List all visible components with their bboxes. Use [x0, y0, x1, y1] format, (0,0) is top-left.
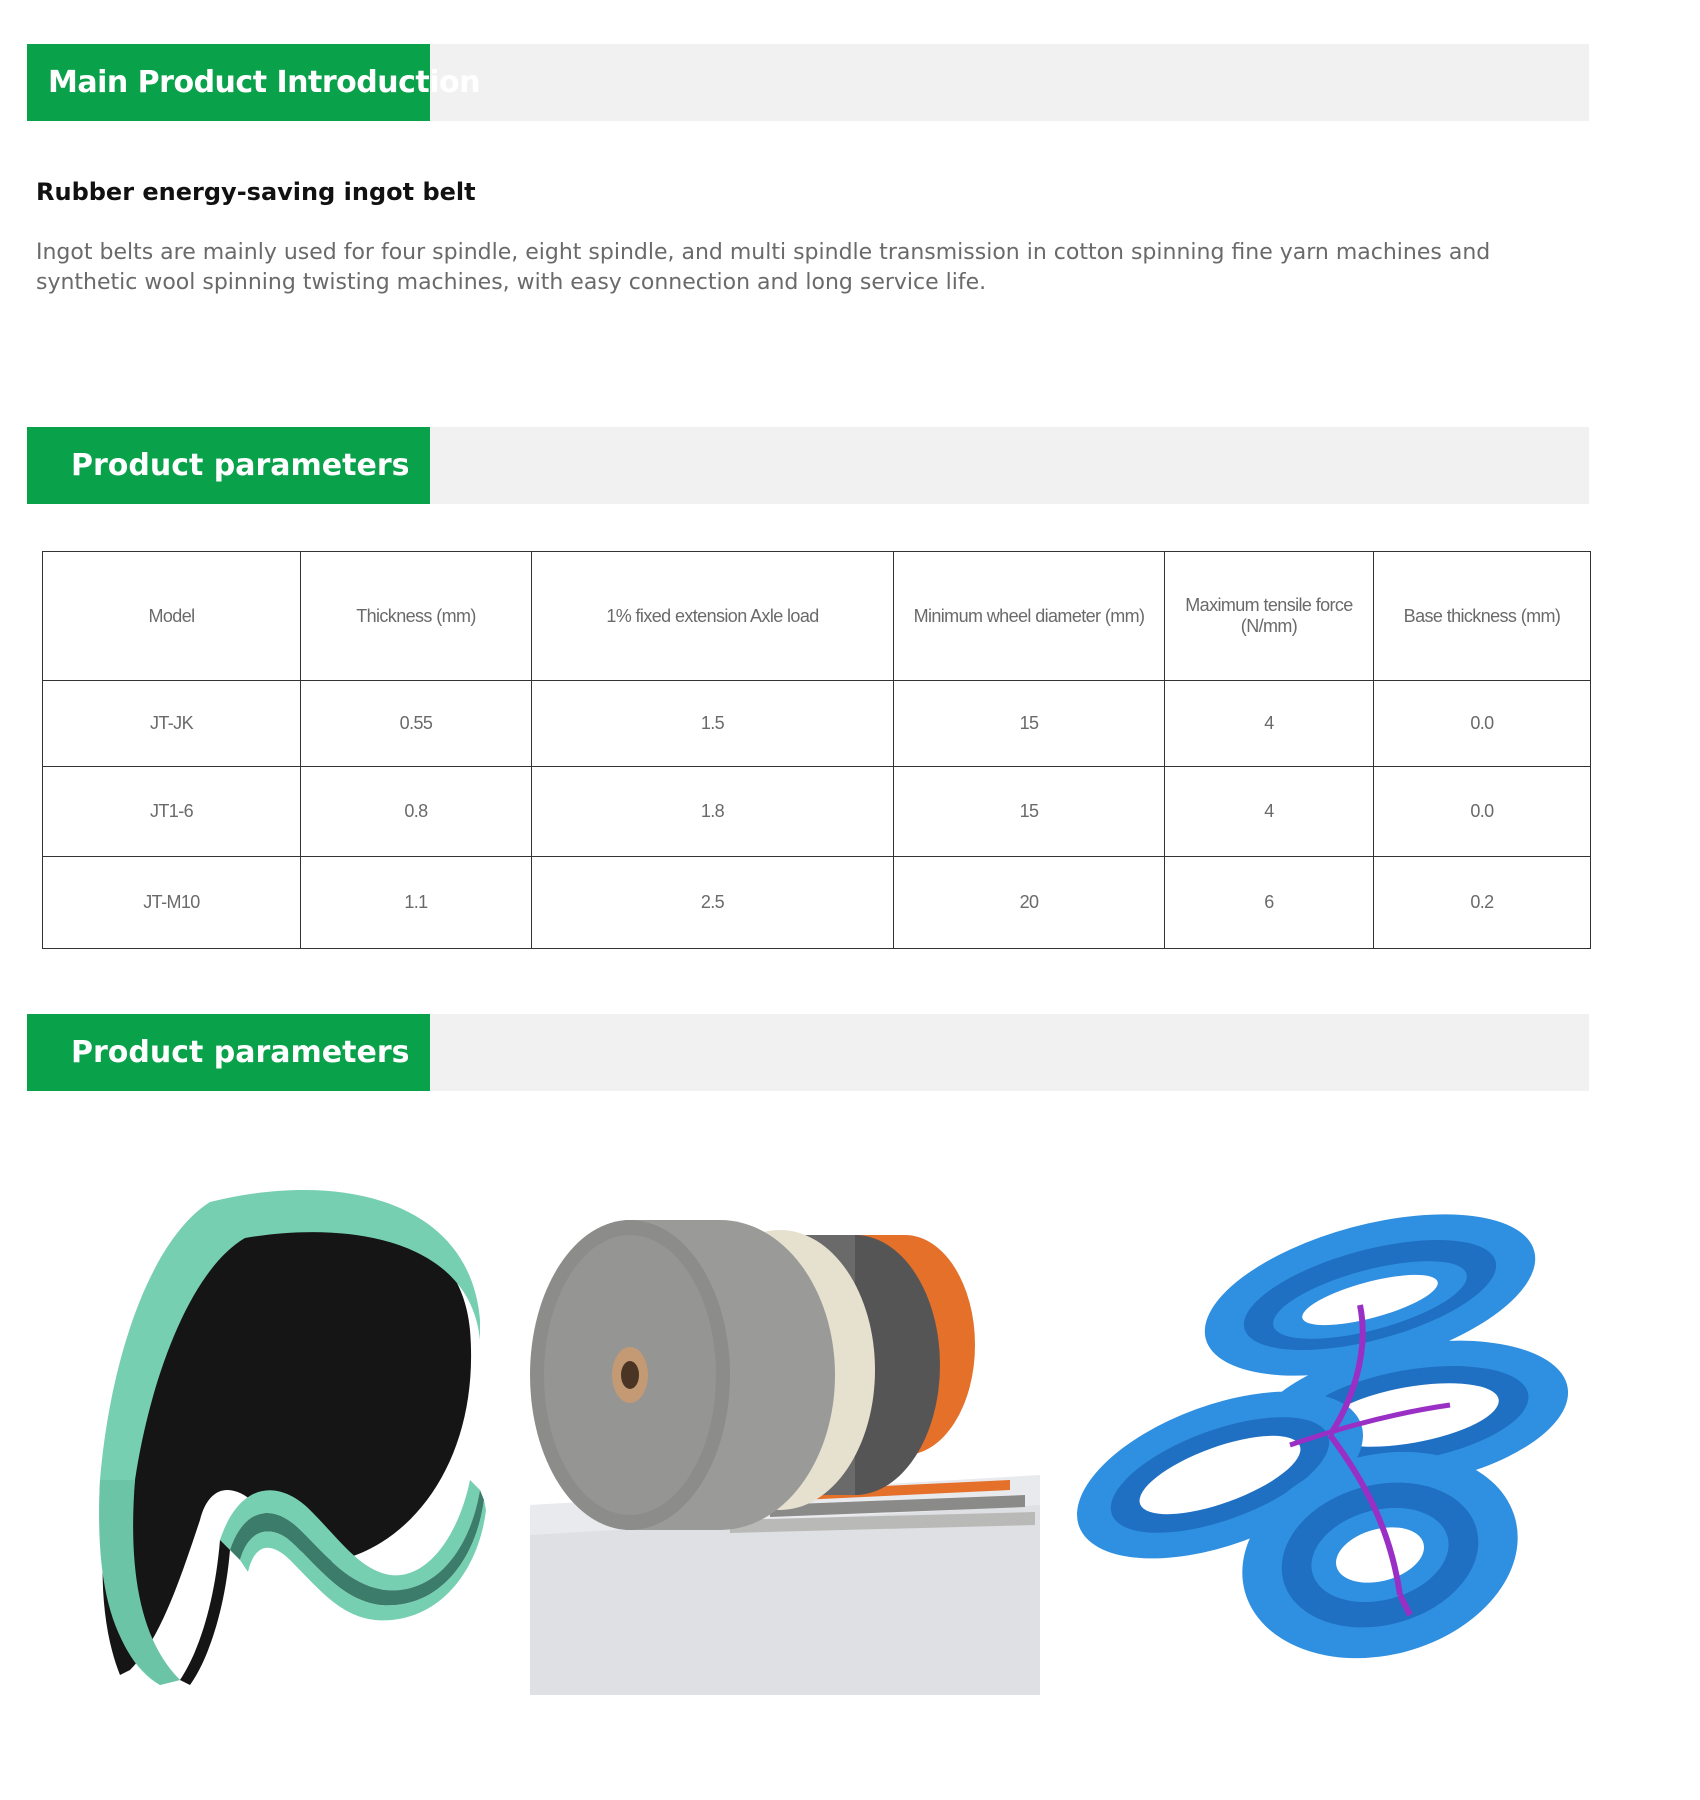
table-cell: JT1-6 [43, 767, 301, 857]
table-header-cell: Base thickness (mm) [1374, 552, 1591, 681]
table-cell: JT-JK [43, 681, 301, 767]
table-cell: 15 [894, 681, 1165, 767]
table-cell: 20 [894, 857, 1165, 949]
table-header-cell: Minimum wheel diameter (mm) [894, 552, 1165, 681]
parameters-table [42, 551, 1591, 949]
params-section-title: Product parameters [27, 427, 430, 504]
table-cell: 1.8 [532, 767, 894, 857]
table-header-cell: Model [43, 552, 301, 681]
table-cell: 0.2 [1374, 857, 1591, 949]
product-description: Ingot belts are mainly used for four spindle, eight spindle, and multi spindle transmission in cotton spinning fine yarn machines and synthetic wool spinning twisting machines, with easy connection and long service life. [36, 240, 1491, 295]
table-cell: 15 [894, 767, 1165, 857]
gallery-section-title: Product parameters [27, 1014, 430, 1091]
table-header-cell: Maximum tensile force (N/mm) [1165, 552, 1374, 681]
intro-section-header [27, 44, 1589, 121]
table-header-row [43, 552, 1591, 681]
table-cell: 4 [1165, 767, 1374, 857]
gallery-section-header [27, 1014, 1589, 1091]
table-cell: 1.5 [532, 681, 894, 767]
table-cell: 0.8 [301, 767, 532, 857]
blue-belts-image [1050, 1175, 1580, 1695]
table-cell: 0.0 [1374, 767, 1591, 857]
green-belt-image [40, 1180, 500, 1700]
table-cell: JT-M10 [43, 857, 301, 949]
table-header-cell: 1% fixed extension Axle load [532, 552, 894, 681]
table-header-cell: Thickness (mm) [301, 552, 532, 681]
table-cell: 4 [1165, 681, 1374, 767]
table-cell: 0.55 [301, 681, 532, 767]
table-row [43, 767, 1591, 857]
params-section-header [27, 427, 1589, 504]
table-row [43, 681, 1591, 767]
table-cell: 6 [1165, 857, 1374, 949]
intro-section-title: Main Product Introduction [27, 44, 430, 121]
table-cell: 2.5 [532, 857, 894, 949]
table-cell: 1.1 [301, 857, 532, 949]
belt-rolls-image [530, 1175, 1040, 1695]
table-row [43, 857, 1591, 949]
table-cell: 0.0 [1374, 681, 1591, 767]
product-title: Rubber energy-saving ingot belt [36, 178, 476, 206]
